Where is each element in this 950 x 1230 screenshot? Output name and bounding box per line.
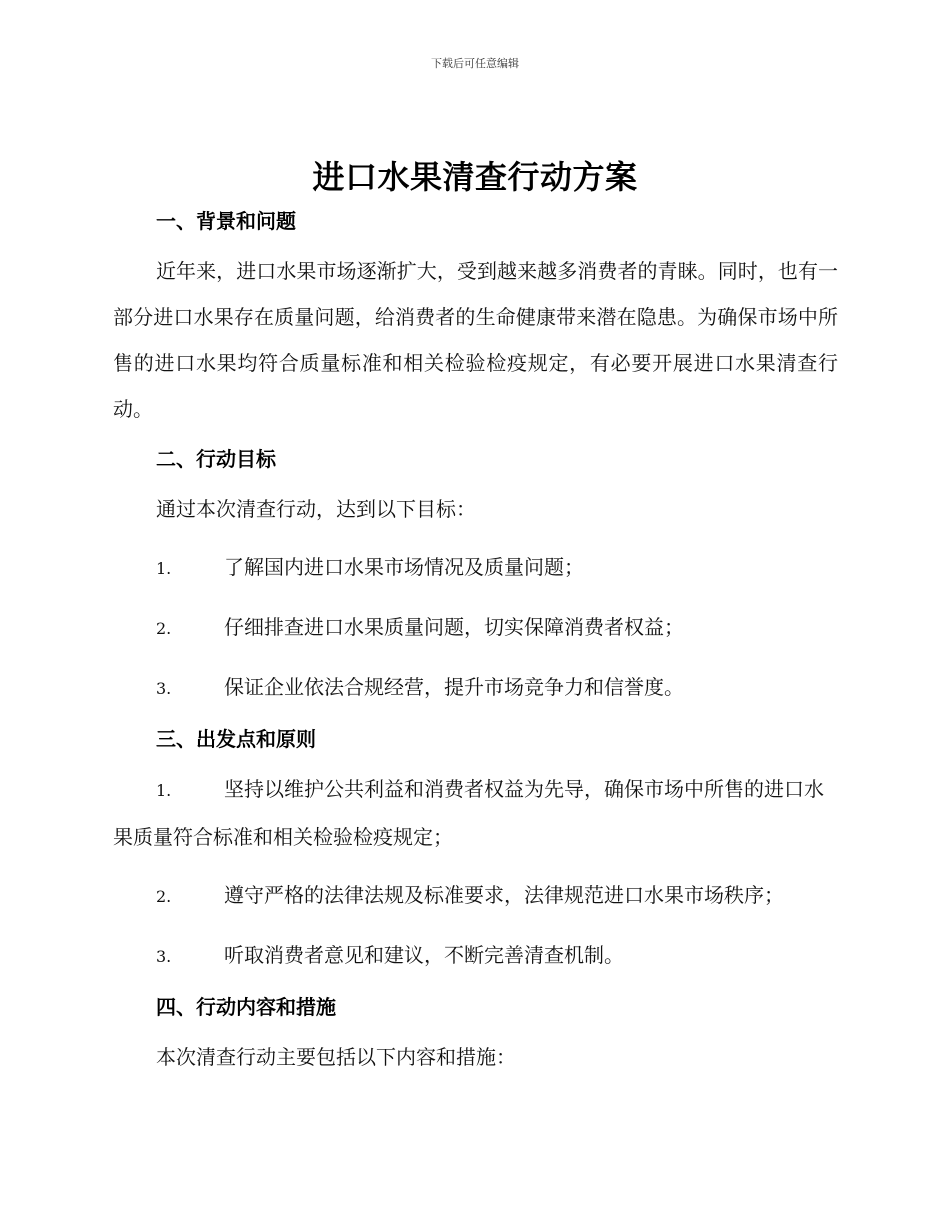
list-item-number: 2. [156, 619, 172, 638]
list-item-text: 坚持以维护公共利益和消费者权益为先导，确保市场中所售的进口水果质量符合标准和相关检验检疫规定； [113, 777, 824, 849]
section-heading-measures: 四、行动内容和措施 [156, 995, 336, 1019]
document-body [113, 206, 838, 1080]
list-item-number: 2. [156, 887, 172, 906]
list-item [113, 932, 838, 980]
list-item [113, 544, 838, 592]
list-item [113, 604, 838, 652]
section-intro-goals: 通过本次清查行动，达到以下目标： [156, 497, 476, 521]
section-heading-goals: 二、行动目标 [156, 447, 276, 471]
list-item-text: 仔细排查进口水果质量问题，切实保障消费者权益； [224, 615, 684, 639]
list-item [113, 766, 838, 860]
section-heading-background: 一、背景和问题 [156, 209, 296, 233]
list-item-number: 1. [156, 781, 172, 800]
document-title: 进口水果清查行动方案 [312, 158, 638, 196]
list-item-number: 3. [156, 679, 172, 698]
list-item-text: 了解国内进口水果市场情况及质量问题； [224, 555, 584, 579]
list-item-text: 保证企业依法合规经营，提升市场竞争力和信誉度。 [224, 675, 684, 699]
section-heading-principles: 三、出发点和原则 [156, 727, 316, 751]
list-item [113, 664, 838, 712]
section-intro-measures: 本次清查行动主要包括以下内容和措施： [156, 1045, 516, 1069]
list-item-text: 遵守严格的法律法规及标准要求，法律规范进口水果市场秩序； [224, 883, 784, 907]
list-item-text: 听取消费者意见和建议，不断完善清查机制。 [224, 943, 624, 967]
section-paragraph-background: 近年来，进口水果市场逐渐扩大，受到越来越多消费者的青睐。同时，也有一部分进口水果存在质量问题，给消费者的生命健康带来潜在隐患。为确保市场中所售的进口水果均符合质量标准和相关检验检疫规定，有必要开展进口水果清查行动。 [113, 259, 838, 421]
header-note: 下载后可任意编辑 [431, 57, 519, 70]
list-item-number: 1. [156, 559, 172, 578]
list-item-number: 3. [156, 947, 172, 966]
list-item [113, 872, 838, 920]
